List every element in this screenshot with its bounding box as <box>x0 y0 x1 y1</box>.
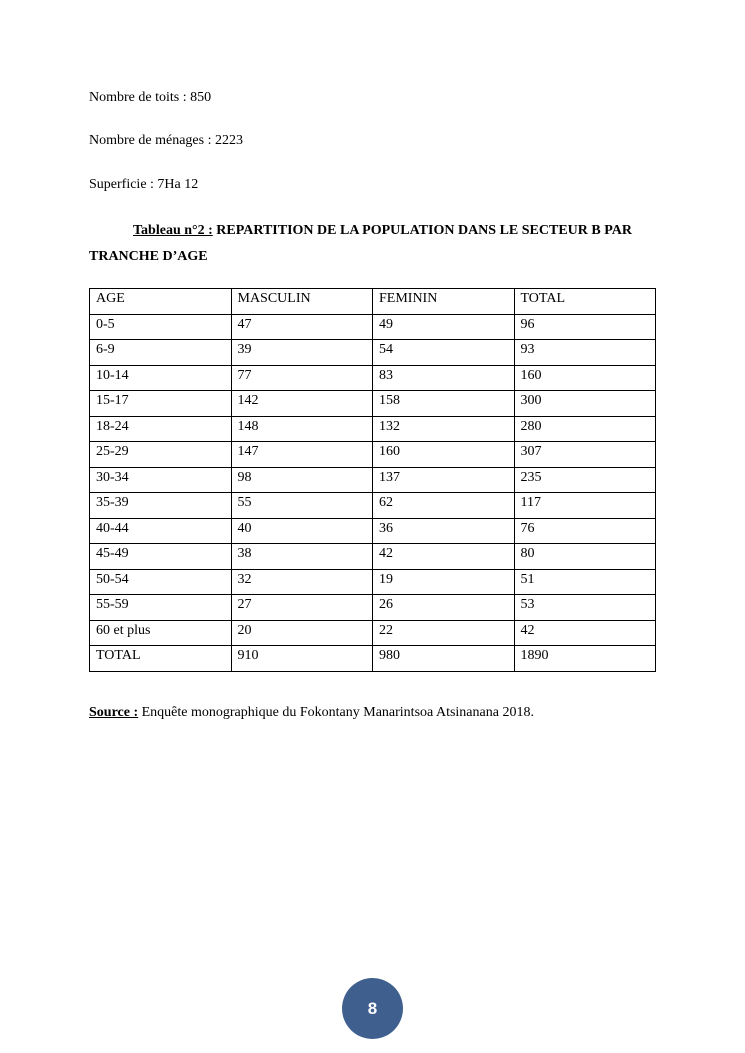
table-row <box>90 391 656 417</box>
cell-age: 45-49 <box>90 544 232 570</box>
cell-age: 55-59 <box>90 595 232 621</box>
header-feminin: FEMININ <box>373 289 515 315</box>
cell-masculin: 38 <box>231 544 373 570</box>
cell-total: 93 <box>514 340 656 366</box>
cell-total: 51 <box>514 569 656 595</box>
cell-feminin: 132 <box>373 416 515 442</box>
cell-age: 50-54 <box>90 569 232 595</box>
cell-feminin: 137 <box>373 467 515 493</box>
cell-feminin: 19 <box>373 569 515 595</box>
page-number-badge: 8 <box>342 978 403 1039</box>
cell-feminin: 158 <box>373 391 515 417</box>
cell-masculin: 20 <box>231 620 373 646</box>
cell-masculin: 47 <box>231 314 373 340</box>
cell-age: 40-44 <box>90 518 232 544</box>
cell-age: TOTAL <box>90 646 232 672</box>
cell-age: 25-29 <box>90 442 232 468</box>
cell-total: 307 <box>514 442 656 468</box>
cell-feminin: 54 <box>373 340 515 366</box>
roof-count-text: Nombre de toits : 850 <box>89 90 212 105</box>
cell-total: 1890 <box>514 646 656 672</box>
cell-age: 18-24 <box>90 416 232 442</box>
table-row <box>90 544 656 570</box>
cell-masculin: 40 <box>231 518 373 544</box>
source-note <box>89 704 534 721</box>
cell-masculin: 148 <box>231 416 373 442</box>
cell-feminin: 83 <box>373 365 515 391</box>
table-row <box>90 340 656 366</box>
header-total: TOTAL <box>514 289 656 315</box>
cell-total: 280 <box>514 416 656 442</box>
cell-masculin: 27 <box>231 595 373 621</box>
table-row <box>90 467 656 493</box>
table-caption <box>89 218 649 270</box>
population-table <box>89 288 656 672</box>
cell-age: 30-34 <box>90 467 232 493</box>
household-count-text: Nombre de ménages : 2223 <box>89 133 243 148</box>
cell-feminin: 26 <box>373 595 515 621</box>
cell-masculin: 147 <box>231 442 373 468</box>
header-masculin: MASCULIN <box>231 289 373 315</box>
cell-age: 10-14 <box>90 365 232 391</box>
area-text: Superficie : 7Ha 12 <box>89 177 199 192</box>
table-total-row <box>90 646 656 672</box>
cell-total: 96 <box>514 314 656 340</box>
cell-age: 60 et plus <box>90 620 232 646</box>
cell-feminin: 36 <box>373 518 515 544</box>
cell-feminin: 22 <box>373 620 515 646</box>
cell-feminin: 980 <box>373 646 515 672</box>
table-row <box>90 314 656 340</box>
table-row <box>90 569 656 595</box>
cell-feminin: 42 <box>373 544 515 570</box>
table-row <box>90 620 656 646</box>
cell-feminin: 49 <box>373 314 515 340</box>
cell-feminin: 62 <box>373 493 515 519</box>
table-row <box>90 518 656 544</box>
cell-feminin: 160 <box>373 442 515 468</box>
cell-masculin: 142 <box>231 391 373 417</box>
table-row <box>90 595 656 621</box>
source-label: Source : <box>89 705 139 720</box>
cell-age: 15-17 <box>90 391 232 417</box>
table-caption-title: REPARTITION DE LA POPULATION DANS LE SECTEUR B PAR TRANCHE D’AGE <box>89 223 632 264</box>
table-caption-label: Tableau n°2 : <box>133 223 213 238</box>
cell-total: 42 <box>514 620 656 646</box>
table-row <box>90 442 656 468</box>
cell-total: 53 <box>514 595 656 621</box>
cell-total: 300 <box>514 391 656 417</box>
cell-masculin: 32 <box>231 569 373 595</box>
cell-age: 35-39 <box>90 493 232 519</box>
cell-total: 117 <box>514 493 656 519</box>
table-header-row <box>90 289 656 315</box>
cell-total: 76 <box>514 518 656 544</box>
cell-age: 0-5 <box>90 314 232 340</box>
cell-masculin: 98 <box>231 467 373 493</box>
table-row <box>90 416 656 442</box>
cell-masculin: 77 <box>231 365 373 391</box>
table-row <box>90 365 656 391</box>
cell-total: 160 <box>514 365 656 391</box>
cell-masculin: 39 <box>231 340 373 366</box>
cell-masculin: 55 <box>231 493 373 519</box>
cell-masculin: 910 <box>231 646 373 672</box>
table-row <box>90 493 656 519</box>
cell-age: 6-9 <box>90 340 232 366</box>
cell-total: 80 <box>514 544 656 570</box>
source-text: Enquête monographique du Fokontany Manarintsoa Atsinanana 2018. <box>138 705 534 720</box>
header-age: AGE <box>90 289 232 315</box>
cell-total: 235 <box>514 467 656 493</box>
